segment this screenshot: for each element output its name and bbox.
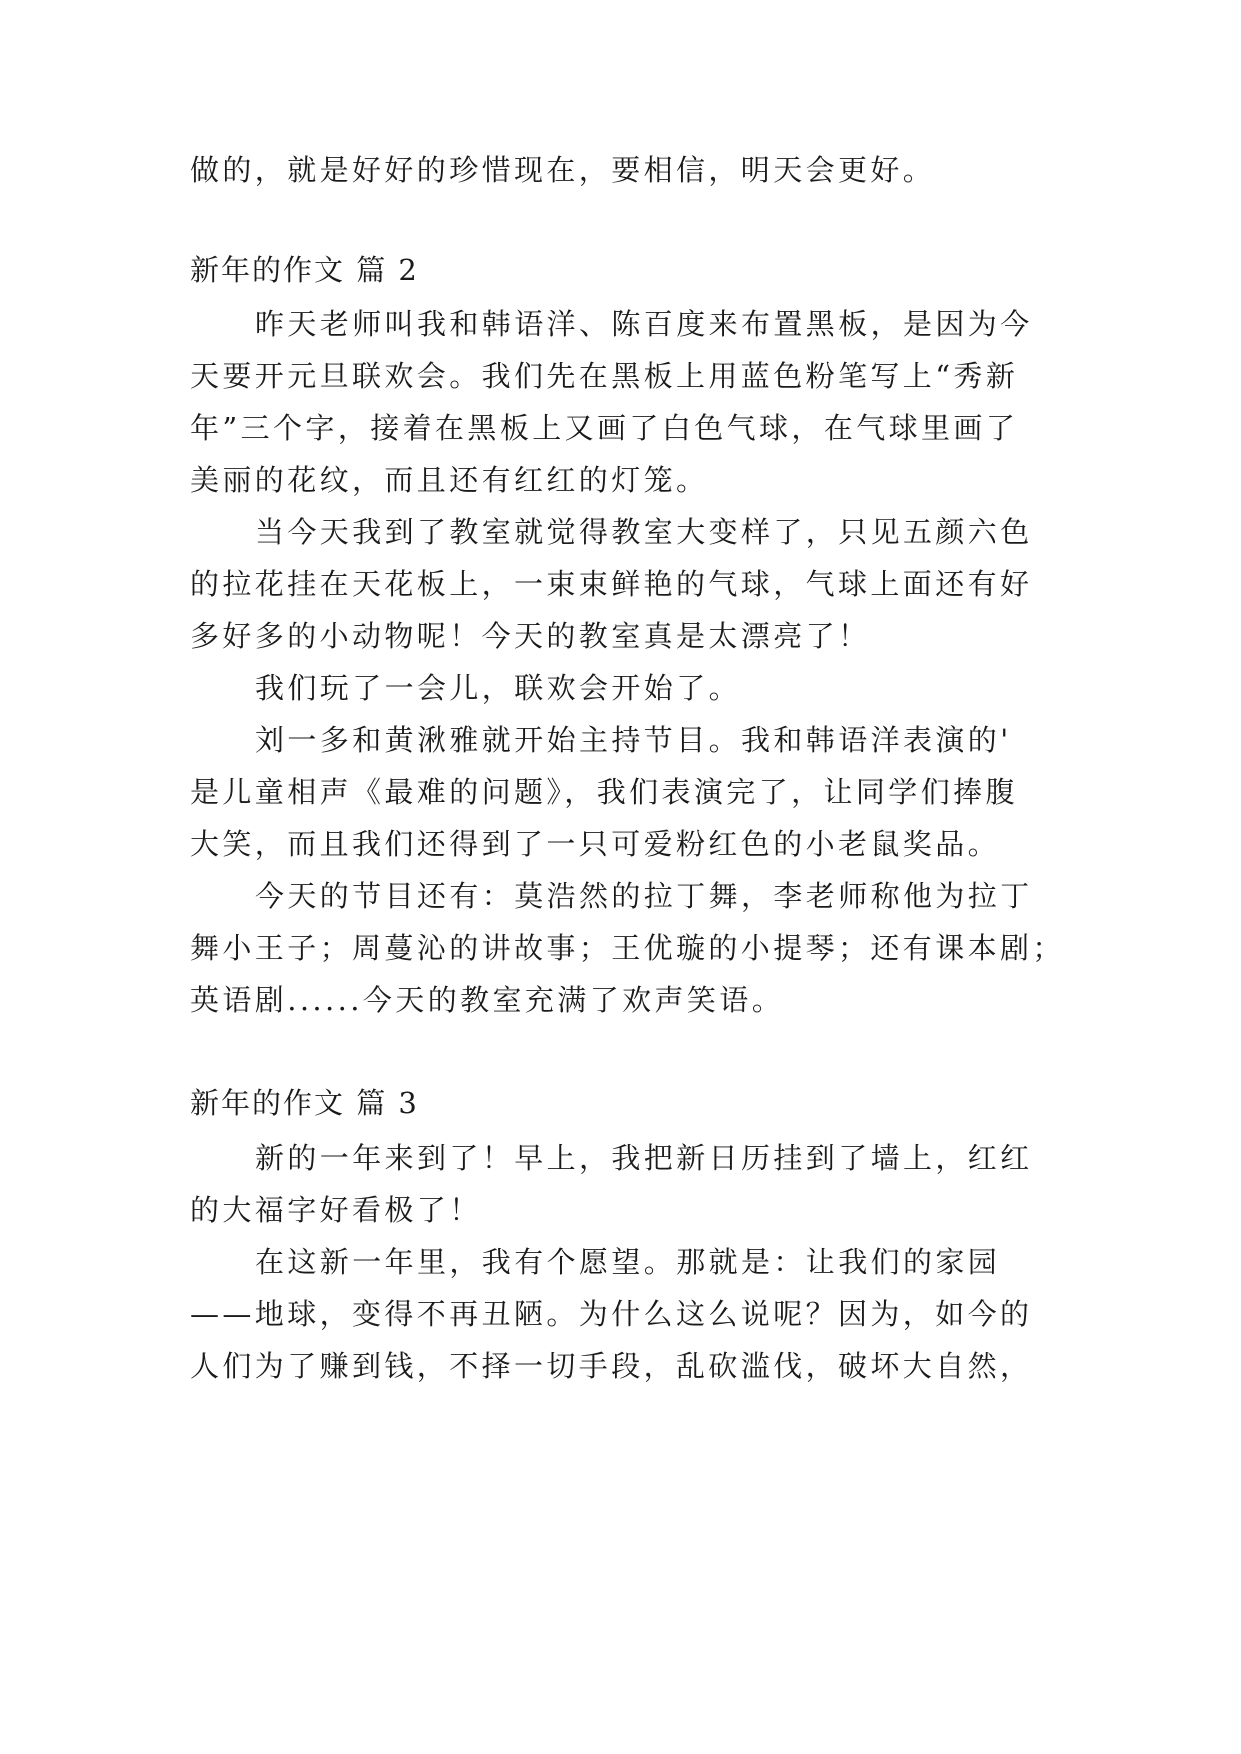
paragraph-line: 的大福字好看极了！ — [190, 1193, 482, 1227]
paragraph-line: 英语剧......今天的教室充满了欢声笑语。 — [190, 983, 785, 1017]
paragraph-line: 的拉花挂在天花板上，一束束鲜艳的气球，气球上面还有好 — [190, 567, 1033, 601]
paragraph-line: 年”三个字，接着在黑板上又画了白色气球，在气球里画了 — [190, 411, 1019, 445]
paragraph-line: 昨天老师叫我和韩语洋、陈百度来布置黑板，是因为今 — [255, 307, 1033, 341]
paragraph-line: 当今天我到了教室就觉得教室大变样了，只见五颜六色 — [255, 515, 1033, 549]
paragraph-line: 刘一多和黄湫雅就开始主持节目。我和韩语洋表演的' — [255, 723, 1012, 757]
paragraph-line: 做的，就是好好的珍惜现在，要相信，明天会更好。 — [190, 153, 936, 187]
paragraph-line: ——地球，变得不再丑陋。为什么这么说呢？因为，如今的 — [190, 1297, 1033, 1331]
paragraph-line: 新的一年来到了！早上，我把新日历挂到了墙上，红红 — [255, 1141, 1033, 1175]
paragraph-line: 人们为了赚到钱，不择一切手段，乱砍滥伐，破坏大自然， — [190, 1349, 1033, 1383]
paragraph-line: 天要开元旦联欢会。我们先在黑板上用蓝色粉笔写上“秀新 — [190, 359, 1019, 393]
section-heading: 新年的作文 篇 3 — [190, 1086, 419, 1120]
paragraph-line: 多好多的小动物呢！今天的教室真是太漂亮了！ — [190, 619, 871, 653]
paragraph-line: 美丽的花纹，而且还有红红的灯笼。 — [190, 463, 709, 497]
paragraph-line: 我们玩了一会儿，联欢会开始了。 — [255, 671, 742, 705]
paragraph-line: 是儿童相声《最难的问题》，我们表演完了，让同学们捧腹 — [190, 775, 1018, 809]
paragraph-line: 大笑，而且我们还得到了一只可爱粉红色的小老鼠奖品。 — [190, 827, 1001, 861]
section-heading: 新年的作文 篇 2 — [190, 253, 419, 287]
paragraph-line: 在这新一年里，我有个愿望。那就是：让我们的家园 — [255, 1245, 1001, 1279]
paragraph-line: 舞小王子；周蔓沁的讲故事；王优璇的小提琴；还有课本剧； — [190, 931, 1065, 965]
paragraph-line: 今天的节目还有：莫浩然的拉丁舞，李老师称他为拉丁 — [255, 879, 1033, 913]
